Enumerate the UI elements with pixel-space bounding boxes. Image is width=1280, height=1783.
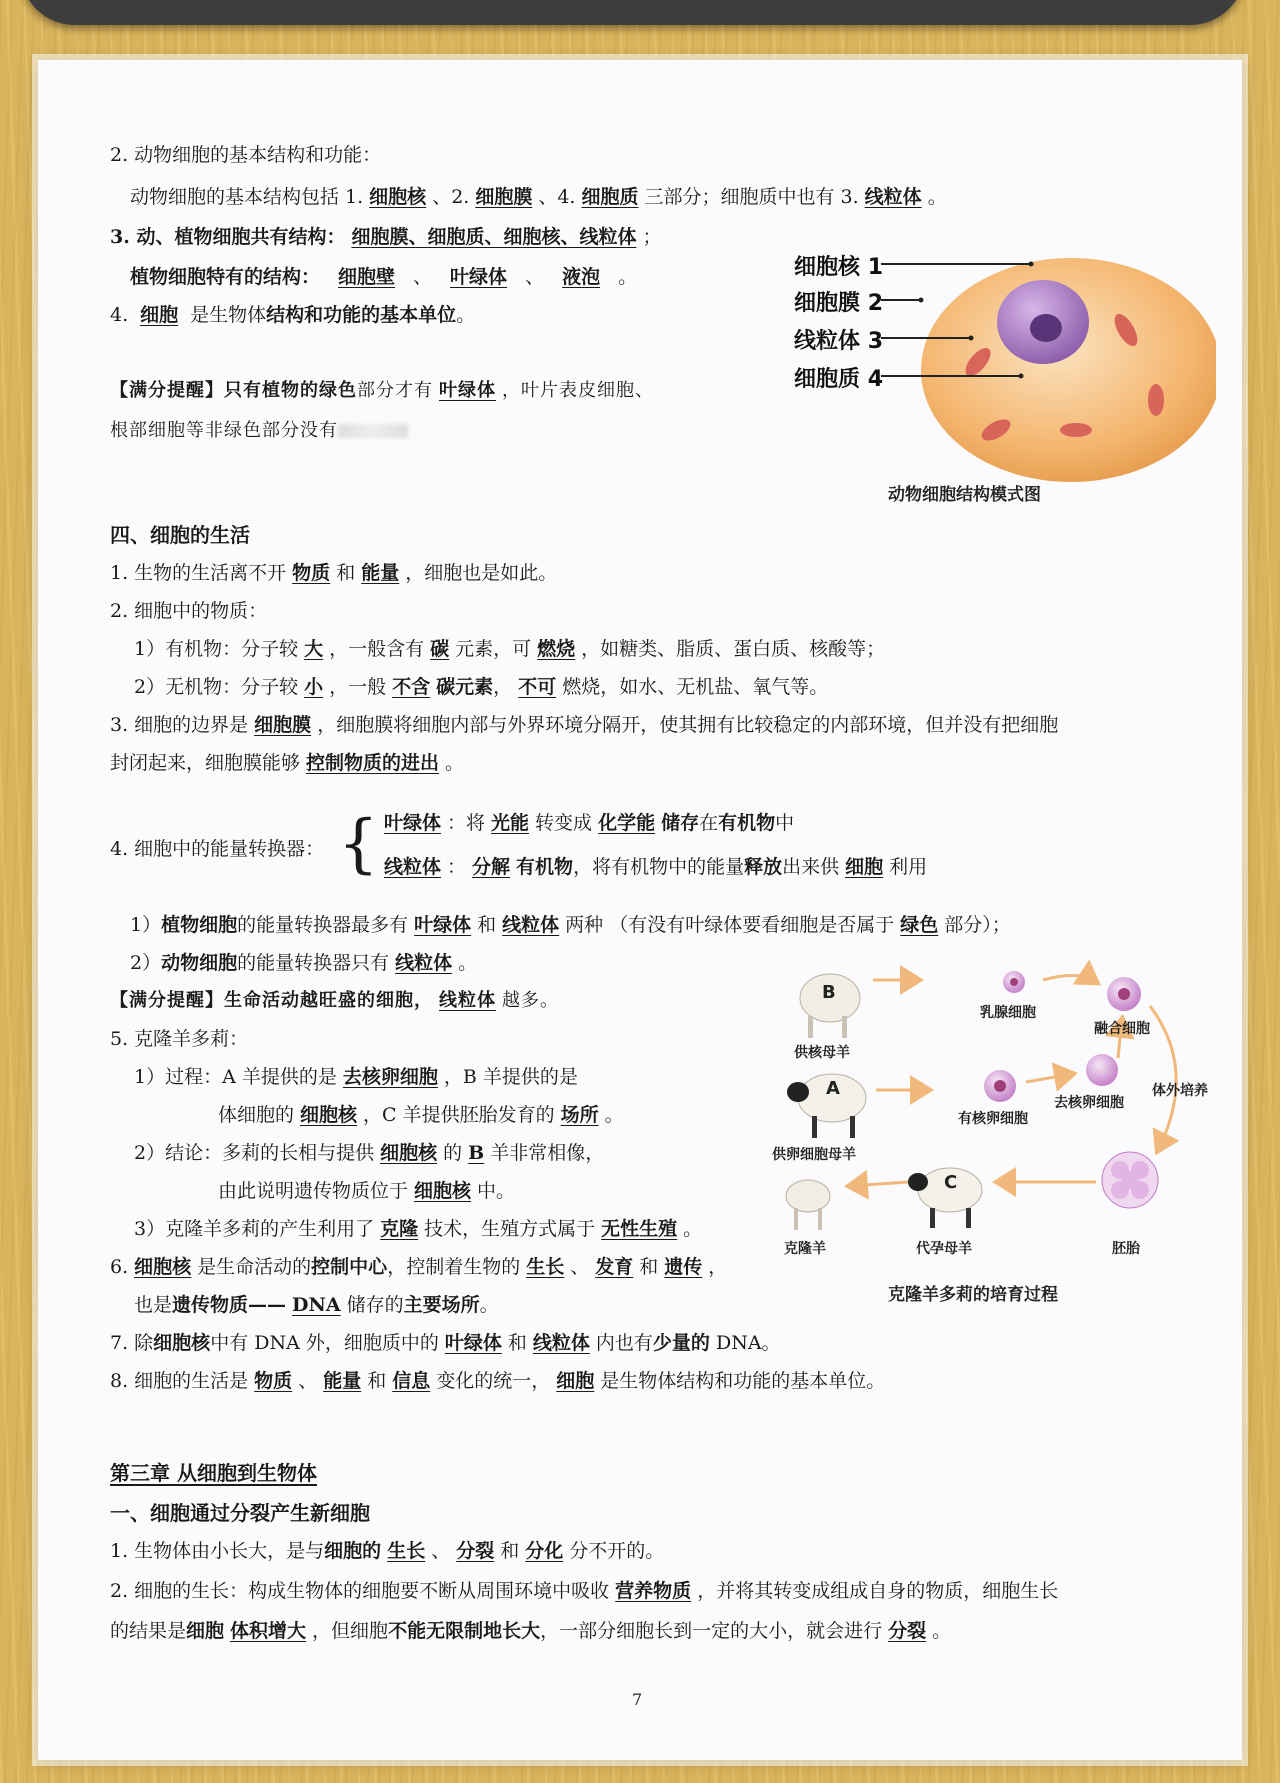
plant-specific-line: 植物细胞特有的结构： 细胞壁 、 叶绿体 、 液泡 。 [130,266,638,288]
sheep-a-letter: A [826,1078,840,1099]
part-4-p2: 2. 细胞中的物质： [110,600,268,622]
sheep-b-letter: B [822,982,836,1003]
embryo-label: 胚胎 [1112,1241,1140,1257]
chapter-3-subheading: 一、细胞通过分裂产生新细胞 [110,1501,370,1525]
surrogate-ewe-label: 代孕母羊 [916,1241,972,1257]
brace-symbol: { [338,807,379,881]
cell-figure-caption: 动物细胞结构模式图 [888,485,1041,505]
animal-cell-figure [746,230,1216,520]
label-cytoplasm: 细胞质 4 [794,367,883,392]
part-4-p4b: 2）动物细胞的能量转换器只有 线粒体 。 [130,952,478,974]
label-nucleus: 细胞核 1 [794,255,883,280]
part-4-p5b-line2: 由此说明遗传物质位于 细胞核 中。 [218,1180,516,1202]
chapter-3-p1: 1. 生物体由小长大，是与细胞的 生长 、 分裂 和 分化 分不开的。 [110,1540,665,1562]
embryo-shape [1102,1152,1158,1208]
part-4-p2b: 2）无机物：分子较 小 ，一般 不含 碳元素， 不可 燃烧，如水、无机盐、氧气等。 [134,676,829,698]
cloned-sheep-label: 克隆羊 [784,1241,826,1257]
clone-sheep-figure [772,950,1218,1310]
chapter-3-title: 第三章 从细胞到生物体 [110,1461,317,1485]
in-vitro-culture-label: 体外培养 [1152,1083,1208,1099]
page-number: 7 [632,1690,643,1709]
part-4-heading: 四、细胞的生活 [110,523,250,547]
section-3-line: 3. 动、植物细胞共有结构： 细胞膜、细胞质、细胞核、线粒体 ； [110,226,662,248]
part-4-p6-line2: 也是遗传物质—— DNA 储存的主要场所。 [134,1294,499,1316]
egg-donor-ewe-label: 供卵细胞母羊 [772,1147,856,1163]
label-membrane: 细胞膜 2 [794,291,883,316]
sheep-c-letter: C [944,1172,958,1193]
tip-2: 【满分提醒】生命活动越旺盛的细胞， 线粒体 越多。 [110,990,559,1011]
chapter-3-p2-line2: 的结果是细胞 体积增大 ，但细胞不能无限制地长大，一部分细胞长到一定的大小，就会进行 分裂 。 [110,1620,952,1642]
part-4-p2a: 1）有机物：分子较 大 ，一般含有 碳 元素，可 燃烧 ，如糖类、脂质、蛋白质、核酸等； [134,638,886,660]
blurred-answer [338,424,408,438]
part-4-p3-line1: 3. 细胞的边界是 细胞膜 ，细胞膜将细胞内部与外界环境分隔开，使其拥有比较稳定的内部环境，但并没有把细胞 [110,714,1059,736]
part-4-p3-line2: 封闭起来，细胞膜能够 控制物质的进出 。 [110,752,465,774]
clone-figure-caption: 克隆羊多莉的培育过程 [888,1285,1058,1305]
part-4-p4-label: 4. 细胞中的能量转换器： [110,838,325,860]
part-4-p4a: 1）植物细胞的能量转换器最多有 叶绿体 和 线粒体 两种 （有没有叶绿体要看细胞是否属于 绿色 部分）； [130,914,1011,936]
part-4-p6-line1: 6. 细胞核 是生命活动的控制中心，控制着生物的 生长 、 发育 和 遗传 ， [110,1256,728,1278]
cloned-lamb-icon [786,1180,830,1230]
part-4-p5b-line1: 2）结论：多莉的长相与提供 细胞核 的 B 羊非常相像， [134,1142,605,1164]
part-4-p8: 8. 细胞的生活是 物质 、 能量 和 信息 变化的统一， 细胞 是生物体结构和功能的基本单位。 [110,1370,886,1392]
nucleated-egg-label: 有核卵细胞 [958,1111,1028,1127]
section-2-line1: 动物细胞的基本结构包括 1. 细胞核 、2. 细胞膜 、4. 细胞质 三部分；细胞质中也有 3. 线粒体 。 [130,186,947,208]
enucleated-egg-label: 去核卵细胞 [1054,1095,1124,1111]
label-mitochondria: 线粒体 3 [794,329,883,354]
fused-cell-label: 融合细胞 [1094,1021,1150,1037]
tip-1-line1: 【满分提醒】只有植物的绿色部分才有 叶绿体 ，叶片表皮细胞、 [110,380,654,401]
chapter-3-p2-line1: 2. 细胞的生长：构成生物体的细胞要不断从周围环境中吸收 营养物质 ，并将其转变成组成自身的物质，细胞生长 [110,1580,1059,1602]
part-4-p5a-line1: 1）过程：A 羊提供的是 去核卵细胞 ，B 羊提供的是 [134,1066,578,1088]
enucleated-egg-shape [1086,1054,1118,1086]
part-4-p4-row2: 线粒体 ： 分解 有机物，将有机物中的能量释放出来供 细胞 利用 [384,856,928,878]
part-4-p5a-line2: 体细胞的 细胞核 ，C 羊提供胚胎发育的 场所 。 [218,1104,624,1126]
part-4-p7: 7. 除细胞核中有 DNA 外，细胞质中的 叶绿体 和 线粒体 内也有少量的 DNA。 [110,1332,781,1354]
clipboard-clip [20,0,1245,25]
part-4-p5c: 3）克隆羊多莉的产生利用了 克隆 技术，生殖方式属于 无性生殖 。 [134,1218,703,1240]
tip-1-line2: 根部细胞等非绿色部分没有 [110,418,408,444]
section-2-title: 2. 动物细胞的基本结构和功能： [110,144,382,166]
part-4-p1: 1. 生物的生活离不开 物质 和 能量 ，细胞也是如此。 [110,562,558,584]
nucleolus-shape [1030,314,1062,342]
part-4-p4-row1: 叶绿体 ：将 光能 转变成 化学能 储存在有机物中 [384,812,795,834]
part-4-p5: 5. 克隆羊多莉： [110,1028,249,1050]
donor-nucleus-ewe-label: 供核母羊 [794,1045,850,1061]
mammary-cell-label: 乳腺细胞 [980,1005,1036,1021]
worksheet-page [38,60,1242,1760]
section-4-line: 4. 细胞 是生物体结构和功能的基本单位。 [110,304,476,326]
